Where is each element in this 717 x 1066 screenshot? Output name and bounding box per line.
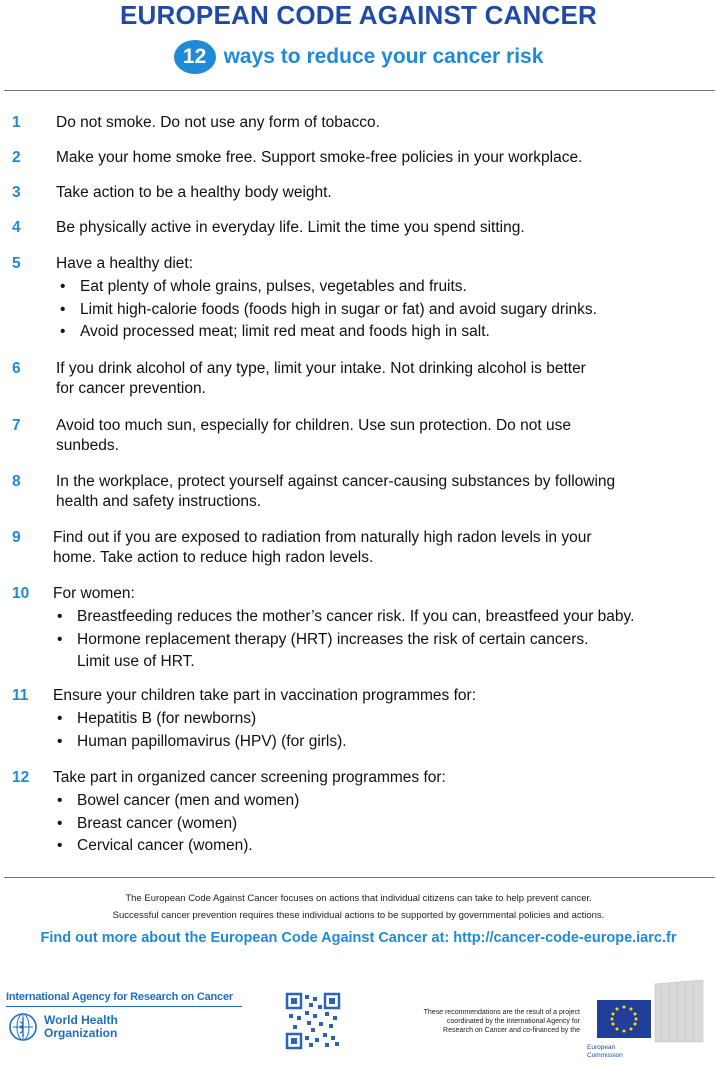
- item-text: [56, 254, 696, 344]
- item-text-line: Find out if you are exposed to radiation from naturally high radon levels in your: [53, 529, 592, 546]
- item-text: [56, 359, 696, 399]
- bullet-item: • Bowel cancer (men and women): [53, 790, 693, 813]
- eu-note-line: These recommendations are the result of a project: [423, 1009, 580, 1016]
- iarc-logo-text: International Agency for Research on Cancer: [6, 991, 233, 1003]
- item-heading: Take part in organized cancer screening programmes for:: [53, 769, 446, 786]
- item-number: 9: [12, 529, 21, 546]
- list-item: [0, 686, 717, 753]
- who-emblem-icon: [8, 1012, 38, 1042]
- bullet-item: • Cervical cancer (women).: [53, 835, 693, 858]
- item-number: 11: [12, 687, 29, 704]
- who-name: World Health Organization: [44, 1013, 118, 1040]
- footer-note-line: The European Code Against Cancer focuses on actions that individual citizens can take to help prevent cancer.: [125, 893, 592, 904]
- bullet-item: • Breast cancer (women): [53, 813, 693, 836]
- footer-note-line: Successful cancer prevention requires these individual actions to be supported by governmental policies and actions.: [112, 910, 605, 921]
- item-text: [53, 768, 693, 858]
- count-badge: 12: [174, 40, 216, 74]
- find-out-more-link[interactable]: Find out more about the European Code Against Cancer at: http://cancer-code-europe.iarc.fr: [40, 930, 677, 946]
- list-item: [0, 528, 717, 568]
- bullet-list: [53, 606, 693, 674]
- item-text-line: health and safety instructions.: [56, 493, 262, 510]
- item-text: Take action to be a healthy body weight.: [56, 184, 332, 201]
- item-text-line: sunbeds.: [56, 437, 119, 454]
- qr-code-icon[interactable]: [285, 992, 341, 1050]
- list-item: [0, 183, 717, 203]
- subtitle-text: ways to reduce your cancer risk: [223, 45, 544, 68]
- item-text: Do not smoke. Do not use any form of tobacco.: [56, 114, 380, 131]
- bullet-list: [56, 276, 696, 344]
- footer-note: [0, 890, 717, 924]
- item-number: 3: [12, 184, 21, 201]
- bullet-list: [53, 708, 693, 753]
- item-text-line: for cancer prevention.: [56, 380, 206, 397]
- item-number: 10: [12, 585, 30, 602]
- iarc-underline: [6, 1006, 242, 1007]
- item-text: [56, 472, 696, 512]
- list-item: [0, 148, 717, 168]
- eu-funding-note: [370, 1008, 580, 1035]
- bottom-divider: [4, 877, 715, 878]
- item-heading: Ensure your children take part in vaccination programmes for:: [53, 687, 477, 704]
- bullet-list: [53, 790, 693, 858]
- list-item: [0, 113, 717, 133]
- item-number: 5: [12, 255, 21, 272]
- subtitle: [0, 40, 717, 74]
- list-item: [0, 472, 717, 512]
- bullet-item: • Eat plenty of whole grains, pulses, vegetables and fruits.: [56, 276, 696, 299]
- who-logo: [8, 1012, 118, 1042]
- item-text-line: Avoid too much sun, especially for children. Use sun protection. Do not use: [56, 417, 571, 434]
- bullet-line: Limit use of HRT.: [77, 653, 195, 670]
- eu-note-line: coordinated by the International Agency for: [446, 1018, 580, 1025]
- list-item: [0, 416, 717, 456]
- list-item: [0, 359, 717, 399]
- eu-caption: [587, 1044, 623, 1059]
- bullet-item: [53, 629, 693, 674]
- item-number: 8: [12, 473, 21, 490]
- item-number: 6: [12, 360, 21, 377]
- eu-note-line: Research on Cancer and co-financed by the: [443, 1027, 580, 1034]
- bullet-item: • Breastfeeding reduces the mother’s cancer risk. If you can, breastfeed your baby.: [53, 606, 693, 629]
- item-text: [53, 528, 693, 568]
- eu-caption-line: Commission: [587, 1051, 623, 1059]
- item-number: 1: [12, 114, 21, 131]
- item-text-line: home. Take action to reduce high radon levels.: [53, 549, 374, 566]
- top-divider: [4, 90, 715, 91]
- item-text-line: In the workplace, protect yourself against cancer-causing substances by following: [56, 473, 616, 490]
- list-item: [0, 218, 717, 238]
- list-item: [0, 254, 717, 344]
- item-text: Make your home smoke free. Support smoke-free policies in your workplace.: [56, 149, 583, 166]
- list-item: [0, 768, 717, 858]
- item-number: 12: [12, 769, 30, 786]
- bullet-line: Hormone replacement therapy (HRT) increases the risk of certain cancers.: [77, 630, 589, 648]
- bullet-item: • Limit high-calorie foods (foods high in sugar or fat) and avoid sugary drinks.: [56, 299, 696, 322]
- list-item: [0, 584, 717, 674]
- item-text: Be physically active in everyday life. Limit the time you spend sitting.: [56, 219, 525, 236]
- item-number: 7: [12, 417, 21, 434]
- item-text: [53, 686, 693, 753]
- item-text: [56, 416, 696, 456]
- item-text-line: If you drink alcohol of any type, limit your intake. Not drinking alcohol is better: [56, 360, 586, 377]
- item-text: [53, 584, 693, 674]
- item-number: 4: [12, 219, 21, 236]
- eu-caption-line: European: [587, 1044, 616, 1051]
- bullet-item: • Hepatitis B (for newborns): [53, 708, 693, 731]
- bullet-item: • Human papillomavirus (HPV) (for girls).: [53, 731, 693, 754]
- page-title: EUROPEAN CODE AGAINST CANCER: [119, 0, 597, 30]
- item-heading: For women:: [53, 585, 135, 602]
- item-heading: Have a healthy diet:: [56, 255, 194, 272]
- item-number: 2: [12, 149, 21, 166]
- bullet-item: • Avoid processed meat; limit red meat and foods high in salt.: [56, 321, 696, 344]
